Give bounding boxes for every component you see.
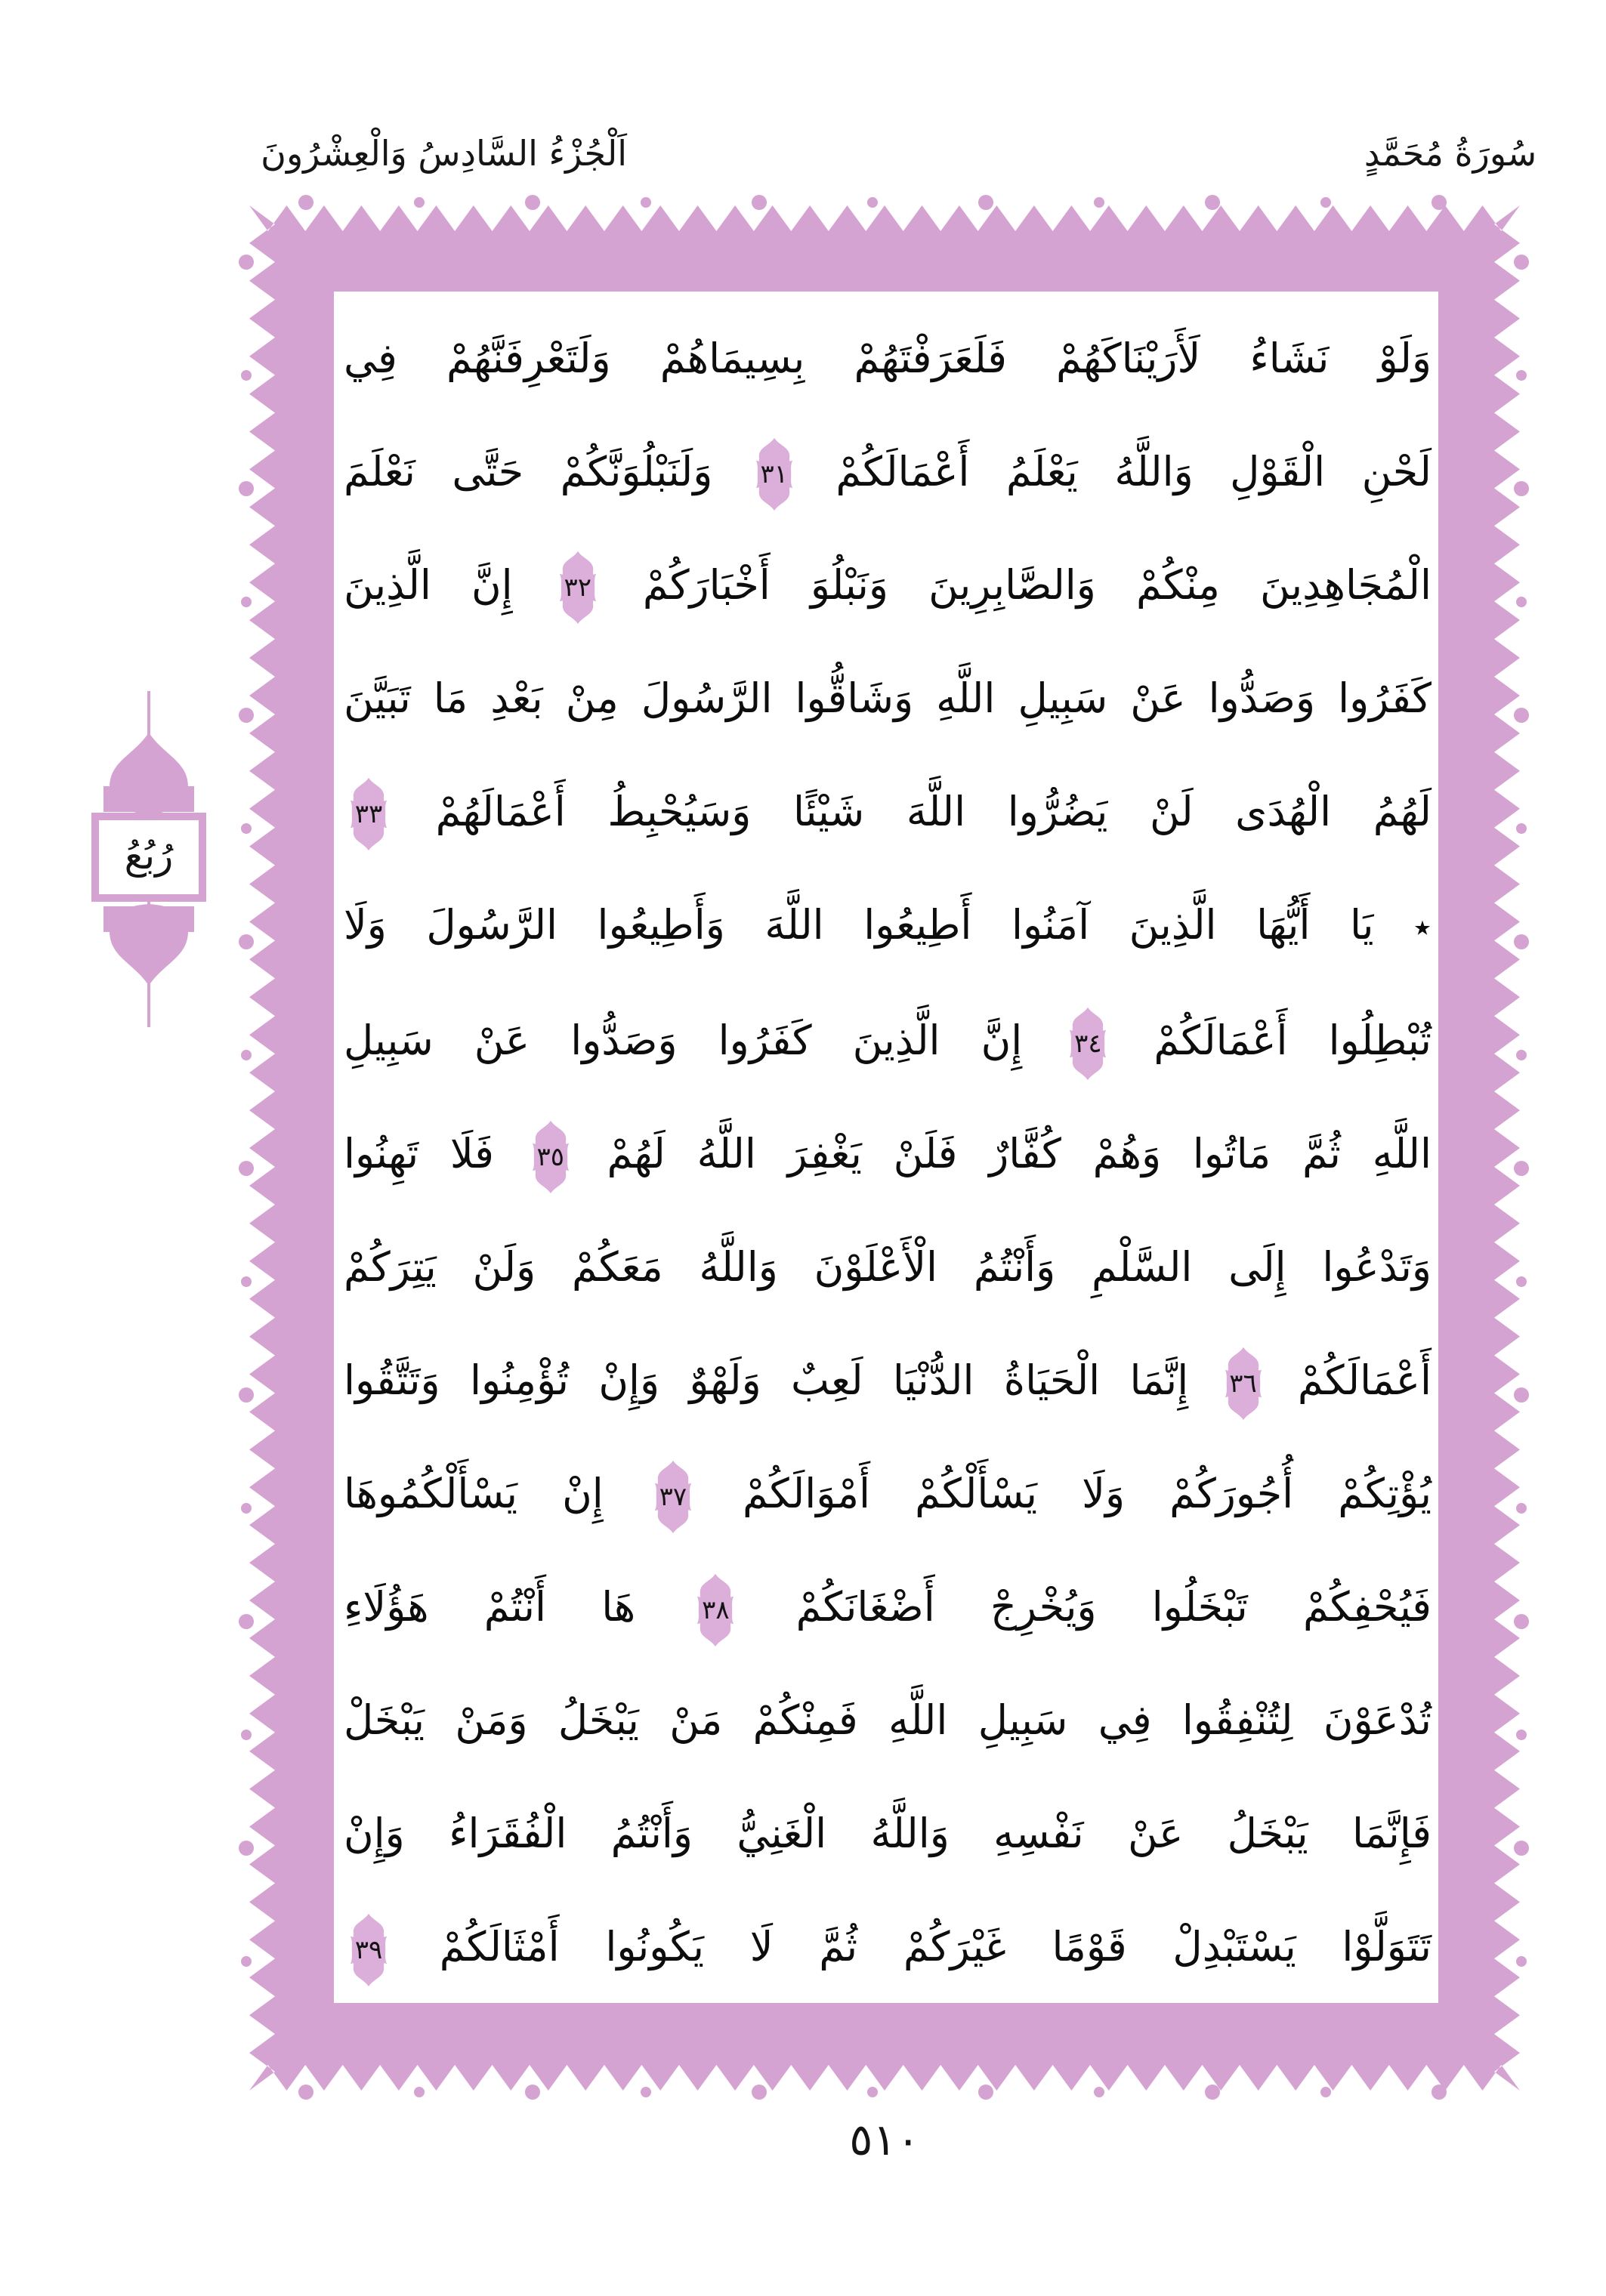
frame-finial-dot xyxy=(525,195,540,210)
quran-line xyxy=(344,415,1432,529)
frame-finial-dot xyxy=(239,1841,254,1856)
frame-finial-dot xyxy=(641,197,651,208)
frame-finial-dot xyxy=(1514,1841,1529,1856)
hizb-quarter-star-icon: ٭ xyxy=(1413,908,1432,947)
frame-finial-dot xyxy=(867,2087,878,2097)
quran-text: فَلَا تَهِنُوا xyxy=(344,1130,494,1178)
frame-finial-dot xyxy=(1205,2085,1220,2100)
frame-finial-dot xyxy=(239,1614,254,1629)
frame-finial-dot xyxy=(1320,197,1331,208)
frame-finial-dot xyxy=(1516,370,1527,381)
quran-line xyxy=(344,984,1432,1097)
quran-text: هَا أَنْتُمْ هَؤُلَاءِ xyxy=(344,1583,636,1631)
juz-header: اَلْجُزْءُ السَّادِسُ وَالْعِشْرُونَ xyxy=(261,133,627,174)
quran-text: الْمُجَاهِدِينَ مِنْكُمْ وَالصَّابِرِينَ وَنَبْلُوَ أَخْبَارَكُمْ xyxy=(642,561,1432,609)
frame-finial-dot xyxy=(978,195,993,210)
quran-line xyxy=(344,1890,1432,2004)
frame-finial-dot xyxy=(239,708,254,723)
frame-finial-dot xyxy=(1432,2085,1447,2100)
verse-medallion-icon xyxy=(347,1912,391,1988)
frame-finial-dot xyxy=(1205,195,1220,210)
quran-text: تُبْطِلُوا أَعْمَالَكُمْ xyxy=(1154,1017,1432,1065)
quran-text: وَتَدْعُوا إِلَى السَّلْمِ وَأَنْتُمُ الْأَعْلَوْنَ وَاللَّهُ مَعَكُمْ وَلَنْ يَتِرَكُمْ xyxy=(344,1243,1432,1292)
quarter-marker-ornament xyxy=(73,691,224,1027)
frame-finial-dot xyxy=(239,255,254,270)
quran-text: أَعْمَالَكُمْ xyxy=(1297,1356,1432,1405)
frame-finial-dot xyxy=(1516,1503,1527,1514)
quran-text: إِنْ يَسْأَلْكُمُوهَا xyxy=(344,1470,604,1518)
verse-number: ٣٧ xyxy=(659,1481,687,1512)
quran-line xyxy=(344,642,1432,755)
quran-text: فَإِنَّمَا يَبْخَلُ عَنْ نَفْسِهِ وَاللَّهُ الْغَنِيُّ وَأَنْتُمُ الْفُقَرَاءُ وَإِنْ xyxy=(344,1810,1432,1858)
frame-finial-dot xyxy=(298,2085,313,2100)
quran-text: فَيُحْفِكُمْ تَبْخَلُوا وَيُخْرِجْ أَضْغَانَكُمْ xyxy=(795,1583,1432,1631)
frame-finial-dot xyxy=(1514,481,1529,496)
quran-line xyxy=(344,302,1432,415)
frame-finial-dot xyxy=(867,197,878,208)
frame-finial-dot xyxy=(1432,195,1447,210)
verse-medallion-icon xyxy=(1221,1346,1265,1421)
frame-finial-dot xyxy=(241,1276,252,1287)
frame-finial-dot xyxy=(241,1730,252,1740)
frame-finial-dot xyxy=(241,597,252,607)
quran-line xyxy=(344,1777,1432,1890)
quran-line xyxy=(344,869,1432,984)
quran-line xyxy=(344,1097,1432,1211)
frame-finial-dot xyxy=(414,197,425,208)
quran-text: إِنَّ الَّذِينَ xyxy=(344,561,513,609)
frame-finial-dot xyxy=(1516,1730,1527,1740)
surah-header: سُورَةُ مُحَمَّدٍ xyxy=(1364,133,1537,174)
quarter-marker-label: رُبُعُ xyxy=(124,833,174,878)
frame-finial-dot xyxy=(239,1161,254,1176)
frame-finial-dot xyxy=(1516,1956,1527,1967)
quran-line xyxy=(344,1324,1432,1437)
quran-text: يُؤْتِكُمْ أُجُورَكُمْ وَلَا يَسْأَلْكُمْ أَمْوَالَكُمْ xyxy=(743,1470,1432,1518)
quran-text: وَلَوْ نَشَاءُ لَأَرَيْنَاكَهُمْ فَلَعَرَفْتَهُمْ بِسِيمَاهُمْ وَلَتَعْرِفَنَّهُمْ فِي xyxy=(344,335,1432,382)
frame-finial-dot xyxy=(752,195,767,210)
frame-finial-dot xyxy=(1516,823,1527,834)
verse-medallion-icon xyxy=(651,1459,695,1535)
quran-text: وَلَنَبْلُوَنَّكُمْ حَتَّى نَعْلَمَ xyxy=(344,448,713,495)
frame-finial-dot xyxy=(239,1387,254,1403)
frame-finial-dot xyxy=(525,2085,540,2100)
frame-finial-dot xyxy=(1516,597,1527,607)
frame-finial-dot xyxy=(1320,2087,1331,2097)
frame-finial-dot xyxy=(1514,1387,1529,1403)
frame-finial-dot xyxy=(414,2087,425,2097)
verse-number: ٣١ xyxy=(760,459,789,490)
frame-finial-dot xyxy=(1516,1276,1527,1287)
verse-medallion-icon xyxy=(752,437,796,512)
quran-text: يَا أَيُّهَا الَّذِينَ آمَنُوا أَطِيعُوا اللَّهَ وَأَطِيعُوا الرَّسُولَ وَلَا xyxy=(344,901,1374,949)
frame-finial-dot xyxy=(1514,934,1529,949)
quran-line xyxy=(344,1437,1432,1551)
frame-finial-dot xyxy=(752,2085,767,2100)
verse-number: ٣٥ xyxy=(536,1141,564,1172)
verse-medallion-icon xyxy=(529,1119,573,1195)
frame-finial-dot xyxy=(1516,1050,1527,1060)
frame-finial-dot xyxy=(1514,255,1529,270)
frame-finial-dot xyxy=(641,2087,651,2097)
page-number: ٥١٠ xyxy=(849,2114,920,2165)
frame-finial-dot xyxy=(239,934,254,949)
quran-text: لَحْنِ الْقَوْلِ وَاللَّهُ يَعْلَمُ أَعْمَالَكُمْ xyxy=(835,448,1432,495)
quran-line xyxy=(344,529,1432,642)
quran-text: تُدْعَوْنَ لِتُنْفِقُوا فِي سَبِيلِ اللَّهِ فَمِنْكُمْ مَنْ يَبْخَلُ وَمَنْ يَبْخَلْ xyxy=(344,1696,1432,1745)
frame-finial-dot xyxy=(1514,708,1529,723)
verse-number: ٣٢ xyxy=(564,572,592,603)
verse-number: ٣٣ xyxy=(354,799,383,830)
quran-text: إِنَّ الَّذِينَ كَفَرُوا وَصَدُّوا عَنْ سَبِيلِ xyxy=(344,1017,1023,1065)
frame-finial-dot xyxy=(241,1503,252,1514)
quran-text: لَهُمُ الْهُدَى لَنْ يَضُرُّوا اللَّهَ شَيْئًا وَسَيُحْبِطُ أَعْمَالَهُمْ xyxy=(435,788,1432,835)
verse-medallion-icon xyxy=(556,550,600,625)
quran-text: إِنَّمَا الْحَيَاةُ الدُّنْيَا لَعِبٌ وَلَهْوٌ وَإِنْ تُؤْمِنُوا وَتَتَّقُوا xyxy=(344,1356,1189,1405)
quran-text: كَفَرُوا وَصَدُّوا عَنْ سَبِيلِ اللَّهِ وَشَاقُّوا الرَّسُولَ مِنْ بَعْدِ مَا تَبَيَّنَ xyxy=(344,674,1432,722)
frame-finial-dot xyxy=(1514,1161,1529,1176)
verse-medallion-icon xyxy=(693,1572,737,1648)
frame-finial-dot xyxy=(1094,2087,1104,2097)
frame-finial-dot xyxy=(1094,197,1104,208)
frame-finial-dot xyxy=(978,2085,993,2100)
quran-text: اللَّهِ ثُمَّ مَاتُوا وَهُمْ كُفَّارٌ فَلَنْ يَغْفِرَ اللَّهُ لَهُمْ xyxy=(607,1130,1432,1178)
frame-finial-dot xyxy=(239,481,254,496)
quran-text: تَتَوَلَّوْا يَسْتَبْدِلْ قَوْمًا غَيْرَكُمْ ثُمَّ لَا يَكُونُوا أَمْثَالَكُمْ xyxy=(439,1923,1432,1971)
frame-finial-dot xyxy=(241,1050,252,1060)
verse-medallion-icon xyxy=(1066,1006,1110,1082)
quran-line xyxy=(344,1551,1432,1664)
quran-lines xyxy=(344,302,1432,2001)
verse-number: ٣٩ xyxy=(354,1934,383,1965)
frame-finial-dot xyxy=(241,823,252,834)
frame-finial-dot xyxy=(241,1956,252,1967)
verse-medallion-icon xyxy=(347,776,391,852)
frame-finial-dot xyxy=(241,370,252,381)
verse-number: ٣٦ xyxy=(1229,1368,1257,1399)
frame-finial-dot xyxy=(298,195,313,210)
frame-finial-dot xyxy=(1514,1614,1529,1629)
verse-number: ٣٤ xyxy=(1074,1028,1102,1059)
quran-line xyxy=(344,1664,1432,1777)
verse-number: ٣٨ xyxy=(702,1594,730,1625)
quran-line xyxy=(344,1211,1432,1324)
quran-line xyxy=(344,755,1432,869)
